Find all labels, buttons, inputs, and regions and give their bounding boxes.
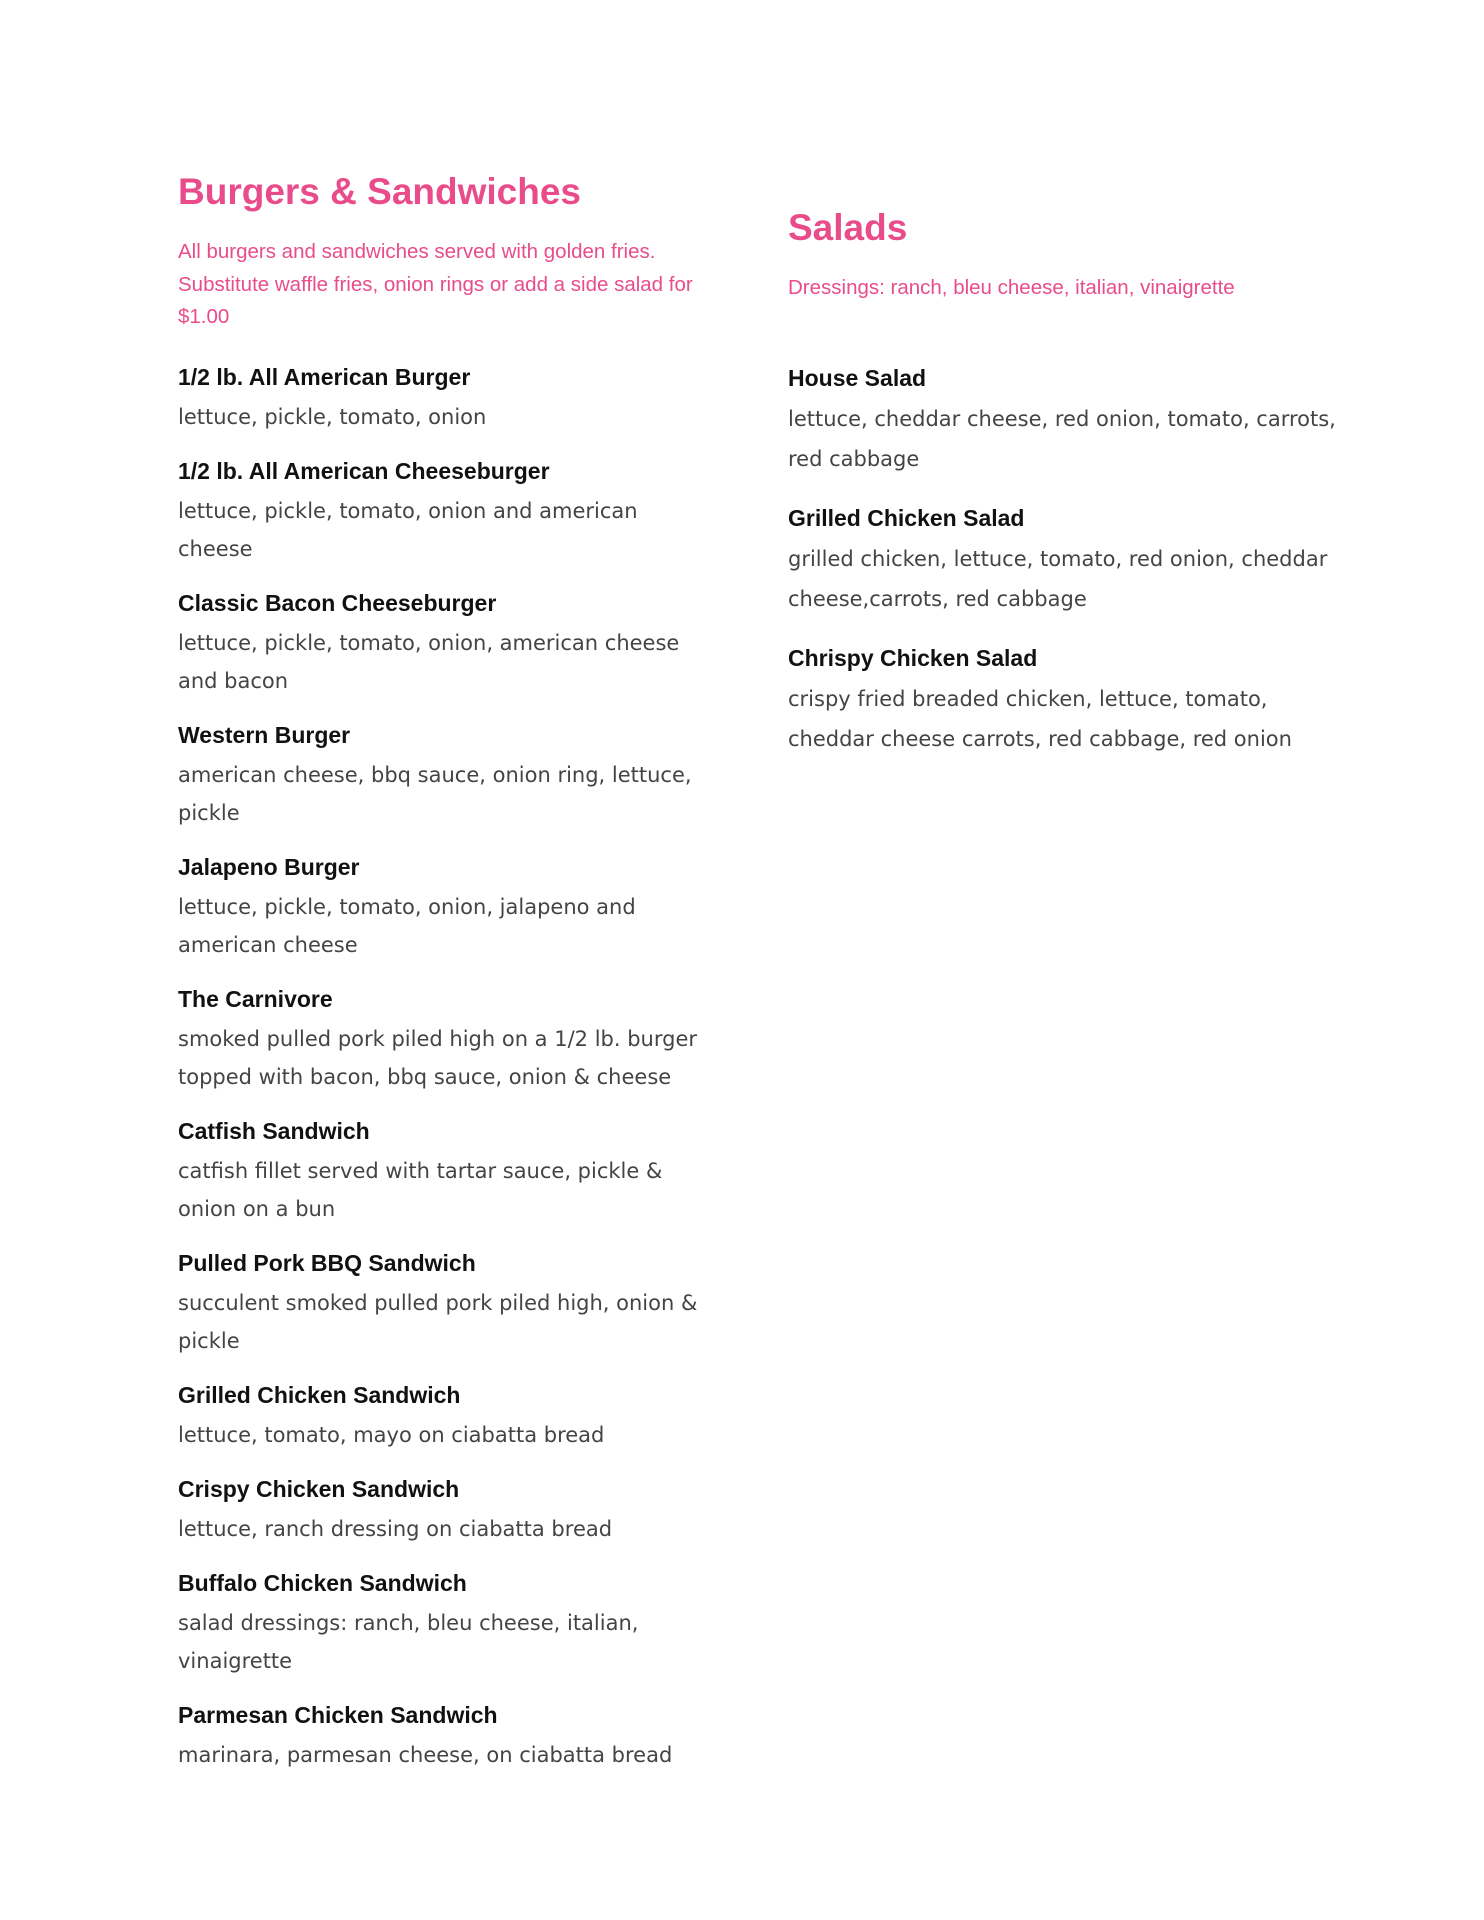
menu-item xyxy=(178,852,698,964)
menu-item xyxy=(178,1568,698,1680)
menu-item xyxy=(178,588,698,700)
salads-section-note: Dressings: ranch, bleu cheese, italian, vinaigrette xyxy=(788,276,1235,299)
menu-item xyxy=(178,456,698,568)
menu-item-name: House Salad xyxy=(788,364,927,391)
menu-item-description: lettuce, pickle, tomato, onion, american cheese and bacon xyxy=(178,630,680,693)
menu-item-description: smoked pulled pork piled high on a 1/2 lb. burger topped with bacon, bbq sauce, onion & cheese xyxy=(178,1026,698,1089)
menu-item-description: american cheese, bbq sauce, onion ring, lettuce, pickle xyxy=(178,762,692,825)
menu-item xyxy=(178,1700,698,1774)
menu-item-description: lettuce, pickle, tomato, onion xyxy=(178,404,487,429)
menu-item xyxy=(178,984,698,1096)
menu-item xyxy=(178,1248,698,1360)
menu-item-name: The Carnivore xyxy=(178,985,333,1012)
menu-item-name: 1/2 lb. All American Burger xyxy=(178,363,471,390)
menu-item-description: lettuce, cheddar cheese, red onion, tomato, carrots, red cabbage xyxy=(788,406,1336,471)
burgers-item-list xyxy=(178,362,698,1774)
menu-item xyxy=(788,363,1348,479)
menu-item-description: salad dressings: ranch, bleu cheese, italian, vinaigrette xyxy=(178,1610,639,1673)
menu-item-name: Buffalo Chicken Sandwich xyxy=(178,1569,467,1596)
menu-item xyxy=(178,1474,698,1548)
menu-item xyxy=(788,503,1348,619)
menu-item-description: grilled chicken, lettuce, tomato, red onion, cheddar cheese,carrots, red cabbage xyxy=(788,546,1328,611)
salads-item-list xyxy=(788,363,1348,759)
menu-item xyxy=(178,1380,698,1454)
menu-item-name: 1/2 lb. All American Cheeseburger xyxy=(178,457,550,484)
menu-item xyxy=(788,643,1348,759)
menu-item-name: Chrispy Chicken Salad xyxy=(788,644,1038,671)
burgers-section-note: All burgers and sandwiches served with golden fries. Substitute waffle fries, onion rings or add a side salad for $1.00 xyxy=(178,240,693,328)
menu-item-description: lettuce, pickle, tomato, onion and american cheese xyxy=(178,498,638,561)
menu-item xyxy=(178,362,698,436)
menu-item xyxy=(178,720,698,832)
menu-item xyxy=(178,1116,698,1228)
menu-item-name: Crispy Chicken Sandwich xyxy=(178,1475,460,1502)
salads-section-title: Salads xyxy=(788,207,908,248)
menu-item-name: Classic Bacon Cheeseburger xyxy=(178,589,497,616)
burgers-sandwiches-section xyxy=(178,168,698,1794)
menu-item-name: Jalapeno Burger xyxy=(178,853,360,880)
menu-item-description: succulent smoked pulled pork piled high, onion & pickle xyxy=(178,1290,698,1353)
menu-item-name: Catfish Sandwich xyxy=(178,1117,370,1144)
menu-item-name: Parmesan Chicken Sandwich xyxy=(178,1701,498,1728)
menu-item-name: Grilled Chicken Sandwich xyxy=(178,1381,461,1408)
menu-item-description: lettuce, tomato, mayo on ciabatta bread xyxy=(178,1422,605,1447)
burgers-section-title: Burgers & Sandwiches xyxy=(178,171,582,212)
menu-item-name: Pulled Pork BBQ Sandwich xyxy=(178,1249,476,1276)
menu-item-description: lettuce, ranch dressing on ciabatta bread xyxy=(178,1516,613,1541)
menu-item-description: marinara, parmesan cheese, on ciabatta bread xyxy=(178,1742,673,1767)
menu-item-description: catfish fillet served with tartar sauce, pickle & onion on a bun xyxy=(178,1158,663,1221)
menu-item-name: Western Burger xyxy=(178,721,351,748)
menu-item-description: lettuce, pickle, tomato, onion, jalapeno and american cheese xyxy=(178,894,636,957)
menu-item-description: crispy fried breaded chicken, lettuce, tomato, cheddar cheese carrots, red cabbage, red onion xyxy=(788,686,1292,751)
salads-section xyxy=(788,204,1348,783)
menu-item-name: Grilled Chicken Salad xyxy=(788,504,1025,531)
